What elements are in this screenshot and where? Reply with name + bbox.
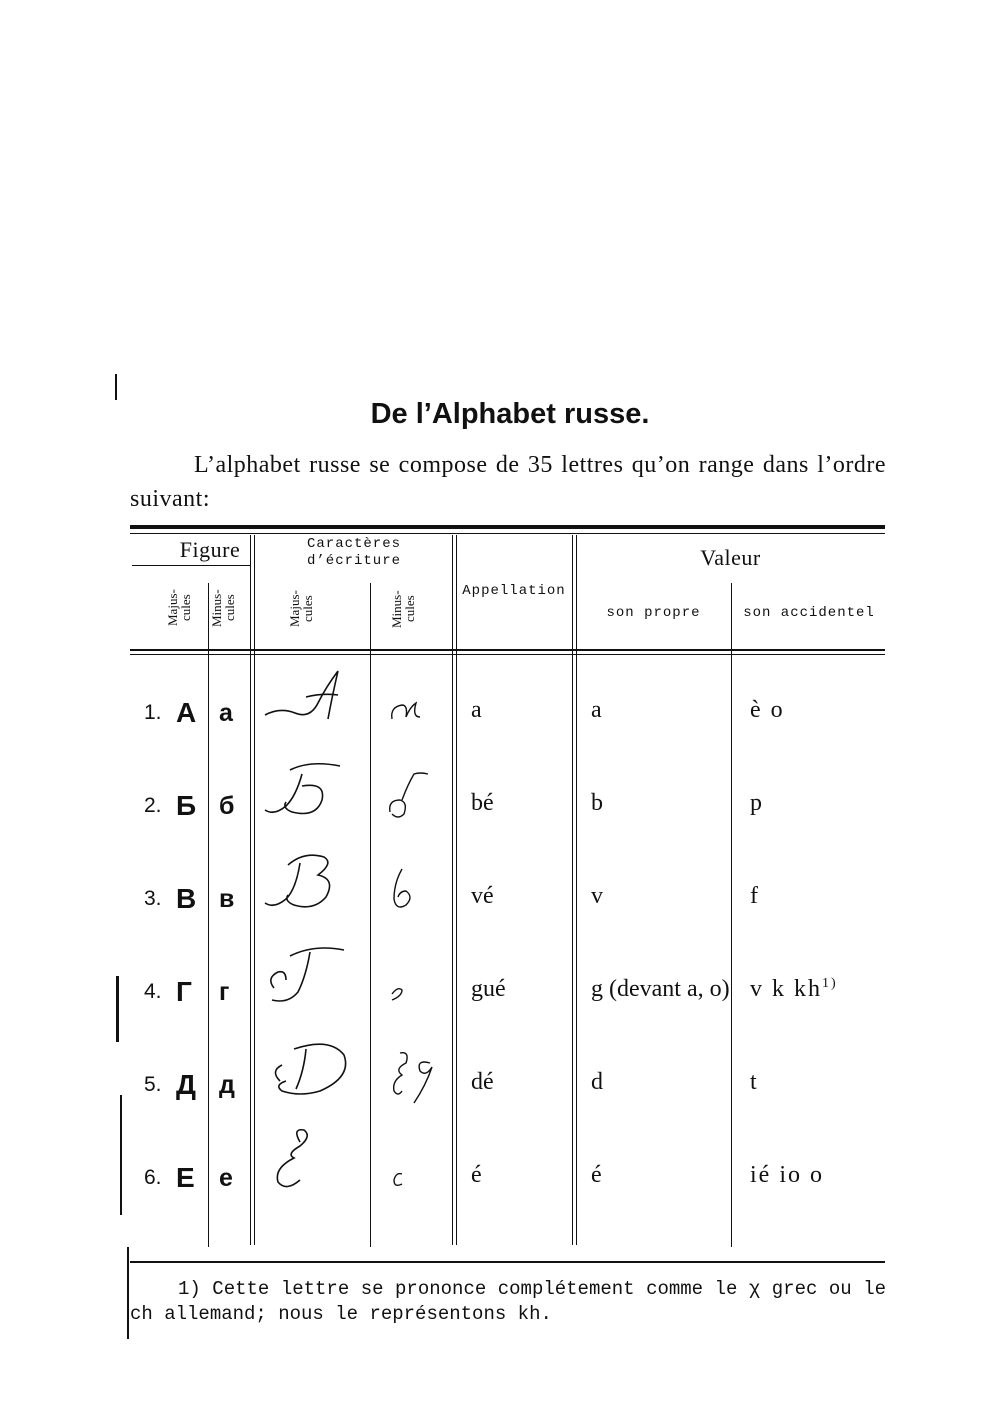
lowercase-letter: д <box>219 1071 235 1099</box>
son-accidentel: t <box>750 1069 759 1095</box>
header-son-propre: son propre <box>606 605 701 621</box>
table-row <box>130 1069 885 1109</box>
margin-mark <box>120 1095 122 1215</box>
script-capital-glyph <box>260 942 360 1012</box>
lowercase-letter: б <box>219 792 235 820</box>
header-minuscules: Minus- cules <box>209 589 237 627</box>
header-figure: Figure <box>179 537 241 562</box>
script-capital-glyph <box>260 849 360 919</box>
row-number: 3. <box>144 887 162 910</box>
margin-mark <box>127 1247 129 1339</box>
figure-subheader-rule <box>132 565 250 566</box>
appellation: dé <box>471 1069 494 1095</box>
script-lowercase-glyph <box>380 770 450 826</box>
script-lowercase-glyph <box>380 956 450 1012</box>
son-accidentel: ié io o <box>750 1162 824 1188</box>
header-bottom-rule-thin <box>130 654 885 655</box>
son-accidentel: è o <box>750 697 785 723</box>
appellation: vé <box>471 883 494 909</box>
alphabet-table <box>130 525 885 1265</box>
lowercase-letter: е <box>219 1164 233 1192</box>
lowercase-letter: в <box>219 885 235 913</box>
appellation: bé <box>471 790 494 816</box>
header-majuscules: Majus- cules <box>165 589 193 627</box>
footnote-ref: 1) <box>822 976 838 991</box>
capital-letter: В <box>176 883 197 914</box>
footnote <box>130 1277 886 1327</box>
capital-letter: А <box>176 697 197 728</box>
script-lowercase-glyph <box>380 863 450 919</box>
table-row <box>130 697 885 737</box>
son-propre: d <box>591 1069 603 1095</box>
table-row <box>130 1162 885 1202</box>
son-accidentel: f <box>750 883 760 909</box>
table-row <box>130 976 885 1016</box>
row-number: 5. <box>144 1073 162 1096</box>
page-title: De l’Alphabet russe. <box>370 398 650 430</box>
table-bottom-rule <box>130 1261 885 1263</box>
header-script-majuscules: Majus- cules <box>287 590 315 628</box>
header-caracteres: Caractères d’écriture <box>306 536 401 569</box>
lowercase-letter: а <box>219 699 233 727</box>
script-capital-glyph <box>260 1128 360 1198</box>
appellation: a <box>471 697 482 723</box>
row-number: 1. <box>144 701 162 724</box>
row-number: 4. <box>144 980 162 1003</box>
son-propre: é <box>591 1162 602 1188</box>
header-appellation: Appellation <box>462 583 566 599</box>
lowercase-letter: г <box>219 978 230 1006</box>
row-number: 6. <box>144 1166 162 1189</box>
row-number: 2. <box>144 794 162 817</box>
script-capital-glyph <box>260 1035 360 1105</box>
son-propre: a <box>591 697 602 723</box>
son-propre: v <box>591 883 603 909</box>
table-top-rule <box>130 525 885 529</box>
son-accidentel: v k $kh^{1)}$ <box>750 976 838 1002</box>
script-lowercase-glyph <box>380 1142 450 1198</box>
capital-letter: Е <box>176 1162 195 1193</box>
script-capital-glyph <box>260 663 360 733</box>
margin-mark <box>116 976 119 1042</box>
script-lowercase-glyph <box>380 677 450 733</box>
script-capital-glyph <box>260 756 360 826</box>
son-propre: b <box>591 790 603 816</box>
son-propre: g (devant a, o) <box>591 976 730 1002</box>
capital-letter: Г <box>176 976 192 1007</box>
appellation: é <box>471 1162 482 1188</box>
table-row <box>130 883 885 923</box>
script-lowercase-glyph <box>380 1049 450 1105</box>
table-row <box>130 790 885 830</box>
header-valeur: Valeur <box>700 545 761 570</box>
son-accidentel: p <box>750 790 764 816</box>
appellation: gué <box>471 976 506 1002</box>
header-bottom-rule <box>130 649 885 651</box>
footnote-text: 1) Cette lettre se prononce complétement comme le χ grec ou le ch allemand; nous le représentons kh. <box>130 1278 886 1325</box>
margin-mark <box>115 374 117 400</box>
capital-letter: Д <box>176 1069 196 1100</box>
intro-paragraph: L’alphabet russe se compose de 35 lettres qu’on range dans l’ordre suivant: <box>130 452 886 512</box>
header-son-accidentel: son accidentel <box>743 605 875 621</box>
capital-letter: Б <box>176 790 197 821</box>
table-top-rule-thin <box>130 533 885 534</box>
header-script-minuscules: Minus- cules <box>389 590 417 628</box>
